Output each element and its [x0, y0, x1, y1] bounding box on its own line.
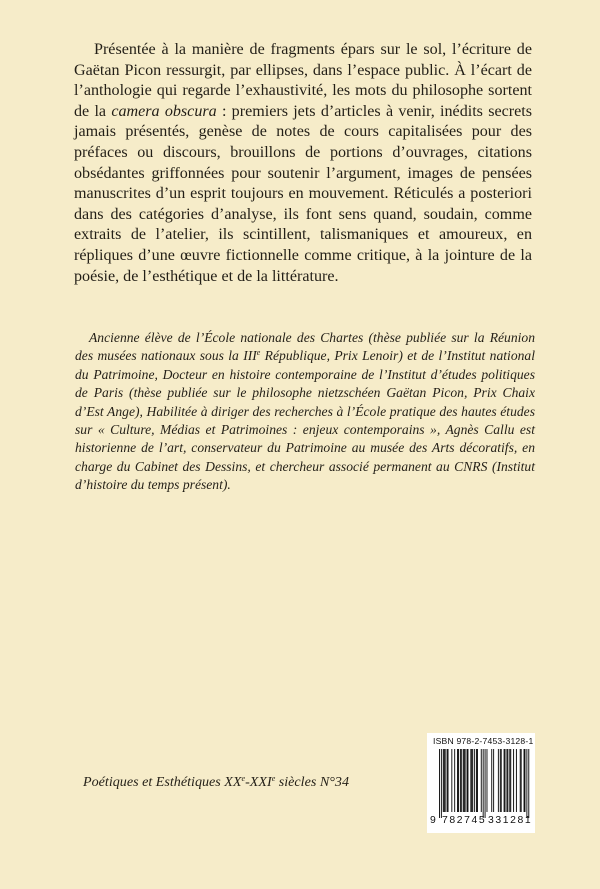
barcode-bar [468, 749, 469, 812]
barcode-bar [470, 749, 471, 812]
author-biography [75, 329, 535, 495]
ean-right-group: 331281 [488, 815, 533, 826]
barcode-bar [526, 749, 527, 818]
barcode-bar [498, 749, 499, 812]
barcode-bar [509, 749, 510, 812]
barcode-bar [457, 749, 458, 812]
barcode-bar [510, 749, 511, 812]
barcode-bar [472, 749, 473, 812]
barcode-bar [525, 749, 526, 812]
barcode-bar [506, 749, 507, 812]
barcode-bar [493, 749, 494, 812]
barcode-bar [471, 749, 472, 812]
barcode-bar [447, 749, 448, 812]
barcode-bar [481, 749, 482, 812]
barcode-bar [504, 749, 505, 812]
isbn-label: ISBN 978-2-7453-3128-1 [433, 736, 534, 746]
barcode-bar [513, 749, 514, 812]
series-text-2: -XXI [245, 774, 272, 790]
ean-left-group: 782745 [442, 815, 487, 826]
barcode-bar [477, 749, 478, 812]
blurb-text-start: Présentée à la manière de fragments épars sur le sol, l’écriture de Gaëtan Picon ressurgit, par ellipses, dans l’espace public. À l’écart de l’anthologie qui regarde l’exhaustivité, les mots du philosophe sortent de la [74, 41, 532, 120]
barcode-bar [487, 749, 488, 812]
series-title [83, 774, 403, 791]
series-text-3: siècles N°34 [275, 774, 349, 790]
barcode-bar [463, 749, 464, 812]
series-sup-1: e [241, 774, 246, 783]
barcode-bar [439, 749, 440, 818]
barcode-bar [454, 749, 455, 812]
barcode-bar [501, 749, 502, 812]
barcode-bar [465, 749, 466, 812]
barcode-bar [505, 749, 506, 812]
barcode-bar [461, 749, 462, 812]
series-text-1: Poétiques et Esthétiques XX [83, 774, 242, 790]
barcode-bar [516, 749, 517, 812]
series-sup-2: e [271, 774, 276, 783]
back-cover-blurb [74, 40, 532, 287]
barcode-bar [441, 749, 442, 818]
barcode-bar [520, 749, 521, 812]
barcode-bar [445, 749, 446, 812]
blurb-text-end: : premiers jets d’articles à venir, inédits secrets jamais présentés, genèse de notes de cours capitalisées pour des préfaces ou discours, brouillons de portions d’ouvrages, citations obsédantes griffonnées pour soutenir l’argument, images de pensées manuscrites d’un esprit toujours en mouvement. Réticulés a posteriori dans des catégories d’analyse, ils font sens quand, soudain, comme extraits de l’atelier, ils scintillent, talismaniques et amoureux, en répliques d’une œuvre fictionnelle comme critique, à la jointure de la poésie, de l’esthétique et de la littérature. [74, 102, 532, 285]
barcode-bar [460, 749, 461, 812]
bio-text-end: République, Prix Lenoir) et de l’Institut national du Patrimoine, Docteur en histoire contemporaine de l’Institut d’études politiques de Paris (thèse publiée sur le philosophe nietzschéen Gaëtan Picon, Prix Chaix d’Est Ange), Habilitée à diriger des recherches à l’École pratique des hautes études sur « Culture, Médias et Patrimoines : enjeux contemporains », Agnès Callu est historienne de l’art, conservateur du Patrimoine au musée des Arts décoratifs, en charge du Cabinet des Dessins, et chercheur associé permanent au CNRS (Institut d’histoire du temps présent). [75, 348, 535, 493]
ean-first-digit: 9 [430, 815, 436, 826]
barcode-bar [528, 749, 529, 818]
isbn-barcode [427, 733, 535, 833]
bio-superscript: e [256, 348, 261, 358]
barcode-bar [444, 749, 445, 812]
barcode-bar [521, 749, 522, 812]
barcode-bar [474, 749, 475, 812]
barcode-bar [476, 749, 477, 812]
barcode-bar [443, 749, 444, 812]
barcode-bars [427, 749, 535, 819]
blurb-italic-phrase: camera obscura [111, 102, 217, 120]
barcode-bar [483, 749, 484, 818]
barcode-bar [464, 749, 465, 812]
bio-text-start: Ancienne élève de l’École nationale des Chartes (thèse publiée sur la Réunion des musées nationaux sous la III [75, 330, 535, 364]
barcode-bar [451, 749, 452, 812]
barcode-bar [500, 749, 501, 812]
barcode-bar [458, 749, 459, 812]
barcode-bar [485, 749, 486, 818]
barcode-bar [448, 749, 449, 812]
barcode-bar [524, 749, 525, 812]
barcode-bar [467, 749, 468, 812]
barcode-bar [507, 749, 508, 812]
barcode-bar [491, 749, 492, 812]
